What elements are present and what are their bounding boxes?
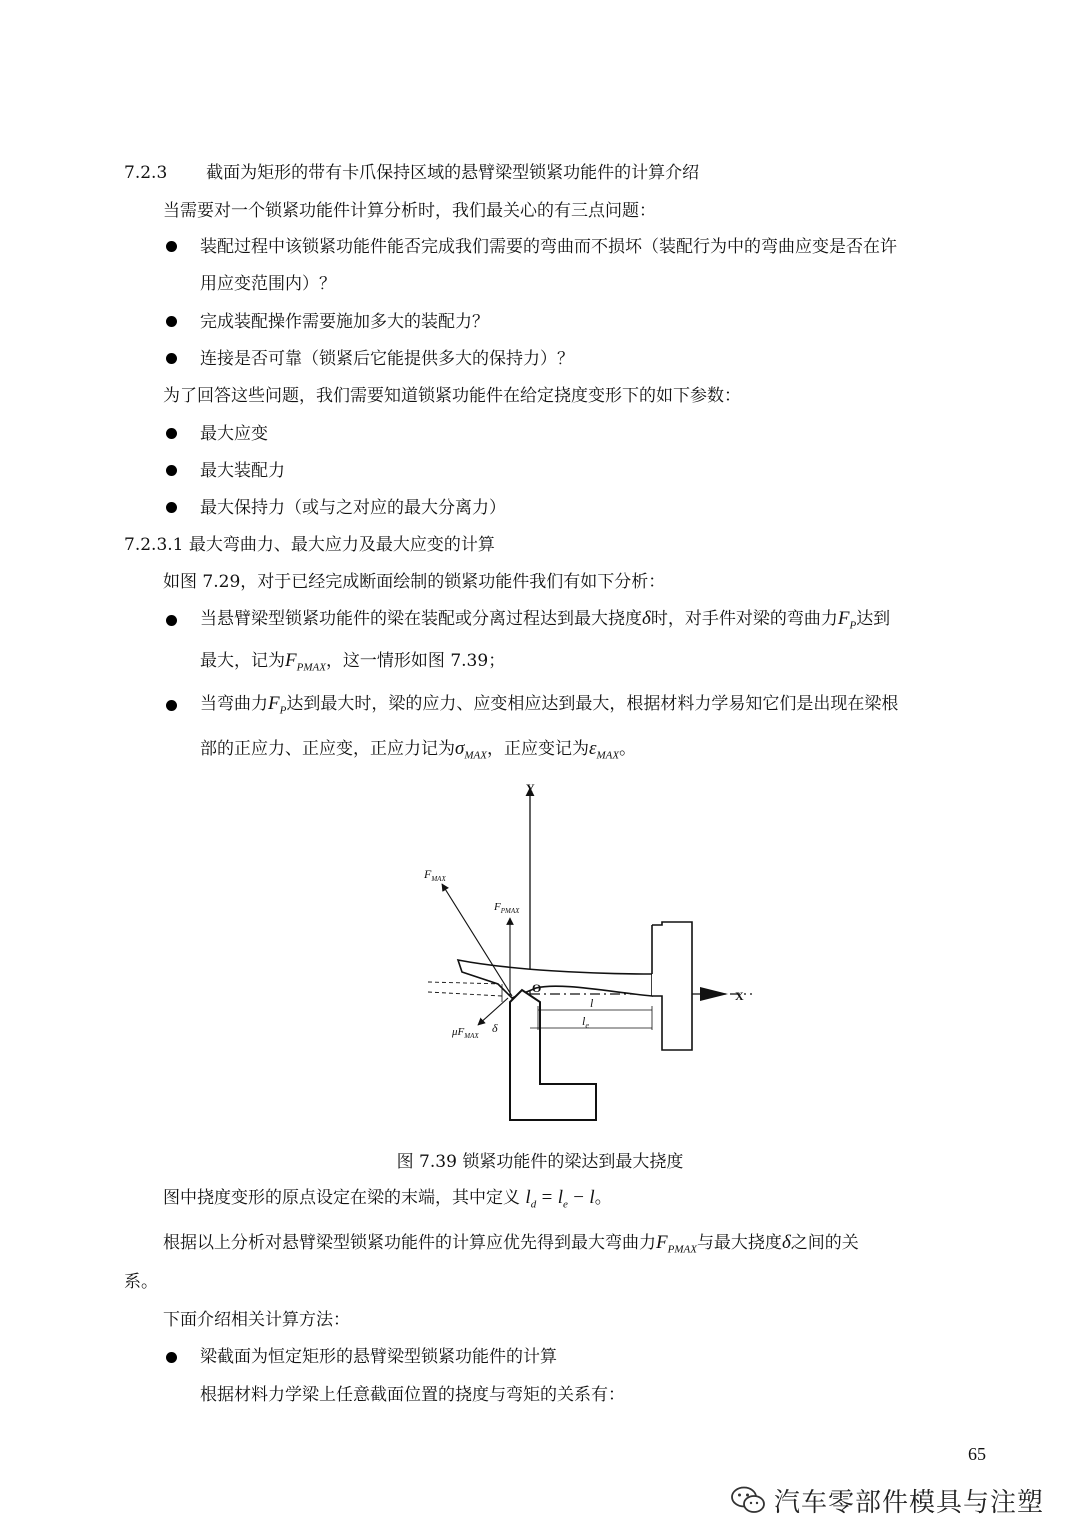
param-2: 最大装配力 [200,461,285,481]
origin-note: 图中挠度变形的原点设定在梁的末端，其中定义 $l_d = l_e - l$。 [163,1187,612,1211]
param-1: 最大应变 [200,424,268,444]
wechat-icon [730,1485,766,1515]
method-text: 根据材料力学梁上任意截面位置的挠度与弯矩的关系有： [200,1385,625,1405]
le-label: $l_e$ [582,1014,589,1030]
bullet-dot [166,615,177,626]
params-intro: 为了回答这些问题，我们需要知道锁紧功能件在给定挠度变形下的如下参数： [163,386,741,406]
fpmax-label: $F_{PMAX}$ [494,901,520,915]
mating-part [510,990,596,1120]
subsection-number: 7.2.3.1 [124,535,184,555]
method-item: 梁截面为恒定矩形的悬臂梁型锁紧功能件的计算 [200,1347,557,1367]
bullet-dot [166,465,177,476]
fpmax-symbol: F [285,650,297,671]
analysis-1-line-1: 当悬臂梁型锁紧功能件的梁在装配或分离过程达到最大挠度δ时，对手件对梁的弯曲力$F_P$达到 [200,608,891,632]
l-label: l [590,996,594,1010]
analysis-2-line-2: 部的正应力、正应变，正应力记为$\sigma_{MAX}$，正应变记为$\varepsilon_{MAX}$。 [200,738,637,762]
origin-label: O [532,981,542,995]
methods-intro: 下面介绍相关计算方法： [163,1310,350,1330]
beam-root-wall [652,922,692,1050]
x-axis-arrowhead [700,987,728,1001]
bullet-dot [166,316,177,327]
priority-paragraph-line-2: 系。 [124,1272,158,1292]
deflected-beam [458,960,652,998]
question-3: 连接是否可靠（锁紧后它能提供多大的保持力）？ [200,349,574,369]
fmax-arrow [442,884,512,996]
bullet-dot [166,700,177,711]
cantilever-beam-figure [390,770,790,1130]
delta-label: δ [492,1021,498,1035]
analysis-intro: 如图 7.29，对于已经完成断面绘制的锁紧功能件我们有如下分析： [163,572,666,592]
delta-symbol: δ [642,608,651,629]
figure-caption: 图 7.39 锁紧功能件的梁达到最大挠度 [396,1152,684,1172]
y-axis-label: Y [526,781,535,795]
subsection-title: 最大弯曲力、最大应力及最大应变的计算 [188,535,495,555]
bullet-dot [166,1352,177,1363]
section-number: 7.2.3 [124,163,168,183]
page-number: 65 [968,1444,986,1464]
question-1-line-1: 装配过程中该锁紧功能件能否完成我们需要的弯曲而不损坏（装配行为中的弯曲应变是否在许 [200,237,897,257]
undeformed-beam-outline [428,992,502,996]
sigma-max-symbol: σ [455,738,465,759]
bullet-dot [166,241,177,252]
question-2: 完成装配操作需要施加多大的装配力？ [200,312,489,332]
question-1-line-2: 用应变范围内）？ [200,274,336,294]
epsilon-max-symbol: ε [588,738,597,759]
intro-paragraph: 当需要对一个锁紧功能件计算分析时，我们最关心的有三点问题： [163,201,656,221]
param-3: 最大保持力（或与之对应的最大分离力） [200,498,506,518]
fp-symbol: F [837,608,850,629]
wechat-watermark [730,1480,1044,1520]
friction-force-label: $\mu F_{MAX}$ [452,1026,479,1040]
section-title: 截面为矩形的带有卡爪保持区域的悬臂梁型锁紧功能件的计算介绍 [206,163,700,183]
analysis-1-line-2: 最大，记为$F_{PMAX}$，这一情形如图 7.39； [200,650,506,674]
section-heading [124,160,699,186]
x-axis-label: X [735,989,744,1003]
bullet-dot [166,502,177,513]
analysis-2-line-1: 当弯曲力$F_P$达到最大时，梁的应力、应变相应达到最大，根据材料力学易知它们是出现在梁根 [200,693,899,717]
watermark-text: 汽车零部件模具与注塑 [774,1487,1045,1518]
bullet-dot [166,353,177,364]
priority-paragraph-line-1: 根据以上分析对悬臂梁型锁紧功能件的计算应优先得到最大弯曲力$F_{PMAX}$与最大挠度δ之间的关 [163,1232,859,1256]
fmax-label: $F_{MAX}$ [424,867,446,883]
bullet-dot [166,428,177,439]
subsection-heading [124,532,495,558]
fp-symbol: F [268,693,280,714]
